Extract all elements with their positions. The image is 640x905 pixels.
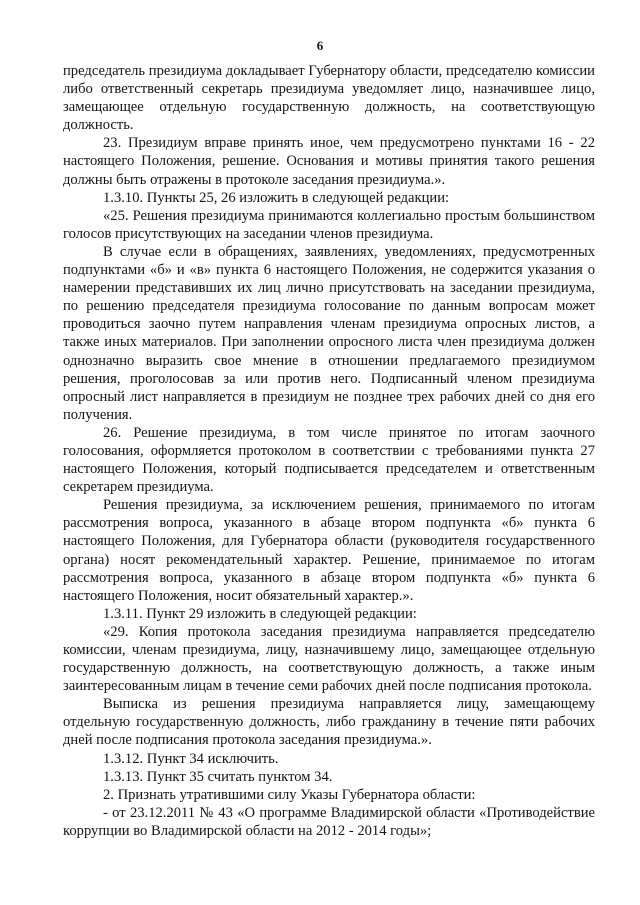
document-body — [63, 62, 595, 840]
paragraph: 1.3.10. Пункты 25, 26 изложить в следующей редакции: — [103, 189, 450, 206]
paragraph: 2. Признать утратившими силу Указы Губернатора области: — [103, 786, 476, 803]
paragraph: председатель президиума докладывает Губернатору области, председателю комиссии либо ответственный секретарь президиума уведомляет лицо, назначившее лицо, замещающее отдельную государственную должность, на соответствующую должность. — [63, 63, 595, 134]
paragraph: 23. Президиум вправе принять иное, чем предусмотрено пунктами 16 - 22 настоящего Положения, решение. Основания и мотивы принятия такого решения должны быть отражены в протоколе заседания президиума.». — [63, 135, 595, 188]
paragraph: - от 23.12.2011 № 43 «О программе Владимирской области «Противодействие коррупции во Владимирской области на 2012 - 2014 годы»; — [63, 804, 595, 839]
paragraph: 26. Решение президиума, в том числе принятое по итогам заочного голосования, оформляется протоколом в соответствии с требованиями пункта 27 настоящего Положения, который подписывается председателем и ответственным секретарем президиума. — [63, 424, 595, 496]
paragraph: 1.3.11. Пункт 29 изложить в следующей редакции: — [103, 605, 417, 622]
paragraph: «25. Решения президиума принимаются коллегиально простым большинством голосов присутствующих на заседании членов президиума. — [63, 207, 595, 242]
paragraph: Решения президиума, за исключением решения, принимаемого по итогам рассмотрения вопроса, указанного в абзаце втором подпункта «б» пункта 6 настоящего Положения, для Губернатора области (руководителя государственного органа) носят рекомендательный характер. Решение, принимаемое по итогам рассмотрения вопроса, указанного в абзаце втором подпункта «б» пункта 6 настоящего Положения, носит обязательный характер.». — [63, 497, 595, 604]
paragraph: «29. Копия протокола заседания президиума направляется председателю комиссии, членам президиума, лицу, назначившему лицо, замещающее отдельную государственную должность, на соответствующую должность, а также иным заинтересованным лицам в течение семи рабочих дней после подписания протокола. — [63, 623, 595, 695]
page-number: 6 — [316, 38, 324, 53]
paragraph: 1.3.13. Пункт 35 считать пунктом 34. — [103, 768, 333, 785]
paragraph: 1.3.12. Пункт 34 исключить. — [103, 750, 279, 767]
paragraph: Выписка из решения президиума направляется лицу, замещающему отдельную государственную должность, либо гражданину в течение пяти рабочих дней после подписания протокола заседания президиума.». — [63, 696, 595, 749]
paragraph: В случае если в обращениях, заявлениях, уведомлениях, предусмотренных подпунктами «б» и «в» пункта 6 настоящего Положения, не содержится указания о намерении представивших их лиц лично присутствовать на заседании президиума, по решению председателя президиума голосование по данным вопросам может проводиться заочно путем направления членам президиума опросных листов, а также иных материалов. При заполнении опросного листа член президиума должен однозначно выразить свое мнение в отношении предлагаемого президиумом решения, проголосовав за или против него. Подписанный членом президиума опросный лист направляется в президиум не позднее трех рабочих дней со дня его получения. — [63, 243, 595, 423]
